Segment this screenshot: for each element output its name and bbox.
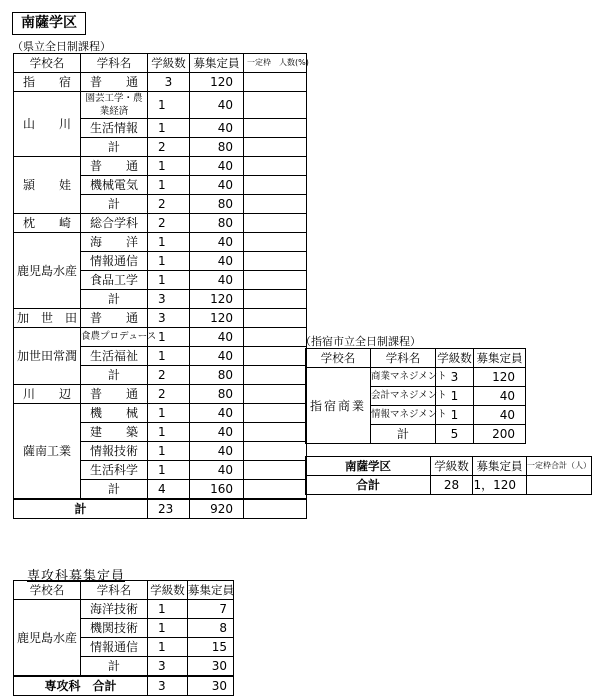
table-row: 建 築 1 40	[14, 423, 307, 442]
prefectural-caption: （県立全日制課程）	[12, 40, 111, 53]
district-summary-table	[305, 456, 592, 495]
table-row: 情報マネジメント 1 40	[306, 406, 526, 425]
subtotal-row: 計 2 80	[14, 195, 307, 214]
municipal-table	[305, 348, 526, 444]
subtotal-row: 計 2 80	[14, 138, 307, 157]
table-row: 生活科学 1 40	[14, 461, 307, 480]
table-row: 食品工学 1 40	[14, 271, 307, 290]
table-row: 合計 28 1，120	[306, 476, 592, 495]
subtotal-row: 計 4 160	[14, 480, 307, 500]
subtotal-row: 計 2 80	[14, 366, 307, 385]
table-row: 生活福祉 1 40	[14, 347, 307, 366]
table-row: 生活情報 1 40	[14, 119, 307, 138]
table-row: 情報通信 1 40	[14, 252, 307, 271]
table-header-row	[14, 54, 307, 73]
table-row: 機械電気 1 40	[14, 176, 307, 195]
municipal-caption: （指宿市立全日制課程）	[300, 335, 421, 348]
table-row: 鹿児島水産 海洋技術 1 7	[14, 600, 234, 619]
table-row: 機関技術 1 8	[14, 619, 234, 638]
header-classes: 学級数	[148, 54, 190, 73]
table-row: 枕 崎 総合学科 2 80	[14, 214, 307, 233]
table-row: 指宿商業 商業マネジメント 3 120	[306, 368, 526, 387]
table-row: 頴 娃 普 通 1 40	[14, 157, 307, 176]
table-header-row: 学校名 学科名 学級数 募集定員	[14, 581, 234, 600]
table-row: 加世田常潤 食農プロデュース 1 40	[14, 328, 307, 347]
subtotal-row: 計 3 30	[14, 657, 234, 677]
specialized-table	[13, 580, 234, 696]
specialized-title: 専攻科募集定員	[27, 569, 126, 584]
district-title: 南薩学区	[12, 12, 86, 35]
grand-total-row: 計 23 920	[14, 499, 307, 519]
table-row: 情報技術 1 40	[14, 442, 307, 461]
table-row: 川 辺 普 通 2 80	[14, 385, 307, 404]
table-header-row: 南薩学区 学級数 募集定員 一定枠合計（人）	[306, 457, 592, 476]
table-row: 会計マネジメント 1 40	[306, 387, 526, 406]
table-header-row: 学校名 学科名 学級数 募集定員	[306, 349, 526, 368]
subtotal-row: 計 5 200	[306, 425, 526, 444]
header-dept: 学科名	[81, 54, 148, 73]
header-note: 一定枠 人数(%)	[244, 54, 307, 73]
table-row: 鹿児島水産 海 洋 1 40	[14, 233, 307, 252]
header-quota: 募集定員	[190, 54, 244, 73]
header-school: 学校名	[14, 54, 81, 73]
table-row: 情報通信 1 15	[14, 638, 234, 657]
table-row: 加 世 田 普 通 3 120	[14, 309, 307, 328]
grand-total-row: 専攻科 合計 3 30	[14, 676, 234, 696]
prefectural-table	[13, 53, 307, 519]
table-row: 指 宿 普 通 3 120	[14, 73, 307, 92]
table-row: 山 川 園芸工学・農業経済 1 40	[14, 92, 307, 119]
subtotal-row: 計 3 120	[14, 290, 307, 309]
table-row: 薩南工業 機 械 1 40	[14, 404, 307, 423]
